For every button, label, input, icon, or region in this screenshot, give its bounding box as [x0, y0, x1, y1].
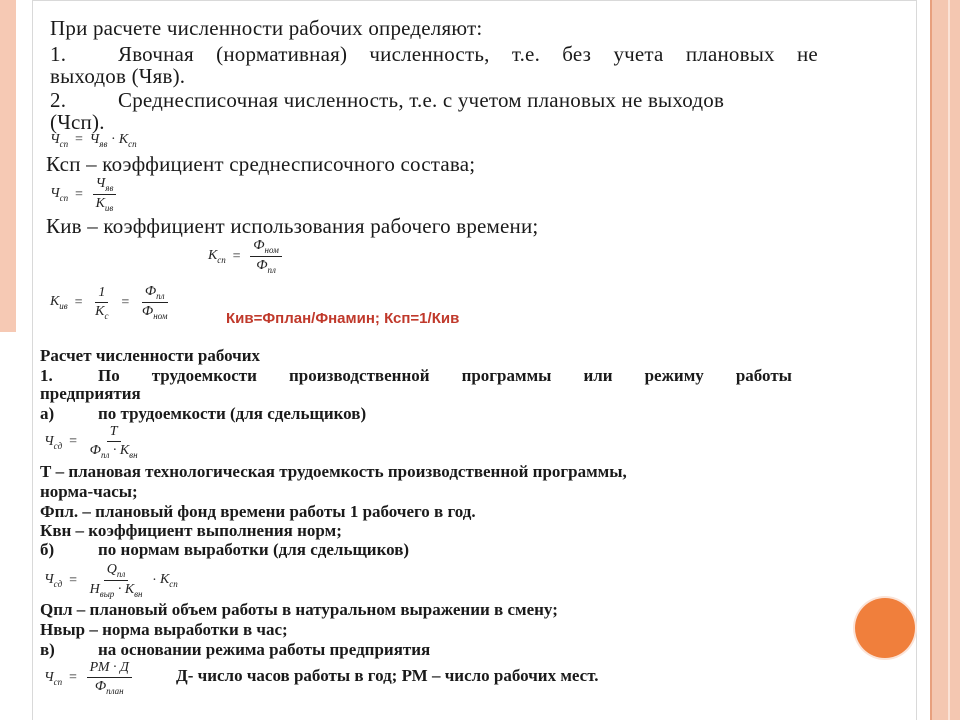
right-accent-bar: [932, 0, 960, 720]
f-fraction: $\frac{РМ \cdot Д}{Ф_{план}}$: [87, 660, 132, 696]
f-fraction: $\frac{Ф_{пл}}{Ф_{ном}}$: [141, 284, 168, 321]
item1-word: Явочная: [118, 42, 194, 66]
item2-number: 2.: [50, 88, 67, 112]
left-accent-bar: [0, 0, 16, 332]
qpl-definition: Qпл – плановый объем работы в натуральном выражении в смену;: [40, 600, 558, 619]
item1-line2: выходов (Чяв).: [50, 64, 186, 88]
s2-item1-word: По: [98, 366, 120, 385]
s2-item1-word: работы: [735, 366, 792, 385]
item2-line1: Среднесписочная численность, т.е. с учетом плановых не выходов: [118, 88, 725, 112]
f-fraction: $\frac{Т}{Ф_{пл} \cdot К_{вн}}$: [89, 424, 138, 460]
item1-word: учета: [613, 42, 664, 66]
t-definition-line2: норма-часы;: [40, 482, 138, 501]
d-rm-definition: Д- число часов работы в год; РМ – число рабочих мест.: [176, 666, 599, 685]
f-eq: =: [74, 132, 84, 148]
s2-item1-line1: [98, 366, 792, 386]
f-fraction: $\frac{1}{К_с}$: [95, 284, 109, 321]
f-lhs: $Ч_{сп}$: [50, 132, 69, 149]
nvyr-definition: Нвыр – норма выработки в час;: [40, 620, 288, 639]
s2-c-text: на основании режима работы предприятия: [98, 640, 431, 659]
s2-a-text: по трудоемкости (для сдельщиков): [98, 404, 367, 423]
s2-item1-word: программы: [461, 366, 552, 385]
kiv-definition: Кив – коэффициент использования рабочего времени;: [46, 214, 539, 238]
f-lhs: $К_{сп}$: [208, 248, 226, 266]
ksp-definition: Ксп – коэффициент среднесписочного состава;: [46, 152, 476, 176]
item1-word: плановых: [685, 42, 775, 66]
f-lhs: $К_{ив}$: [50, 294, 68, 312]
f-term: $К_{сп}$: [118, 132, 137, 149]
f-eq: =: [68, 572, 78, 588]
f-lhs: $Ч_{сд}$: [44, 572, 63, 590]
right-accent-line: [930, 0, 932, 720]
s2-item1-line2: предприятия: [40, 384, 141, 403]
f-fraction: $\frac{Ф_{ном}}{Ф_{пл}}$: [250, 238, 282, 275]
formula-ksp: [208, 238, 285, 275]
item1-word: т.е.: [511, 42, 541, 66]
slide-title: При расчете численности рабочих определяют:: [50, 16, 483, 40]
s2-item1-word: трудоемкости: [151, 366, 257, 385]
f-term: $К_{сп}$: [159, 572, 178, 590]
s2-item1-word: или: [583, 366, 613, 385]
frame-right-line: [916, 0, 917, 720]
item1-line1: [118, 42, 818, 67]
s2-item1-number: 1.: [40, 366, 53, 385]
f-eq: =: [120, 294, 130, 310]
f-term: $Ч_{яв}$: [89, 132, 108, 149]
formula-chsp-regime: [44, 660, 135, 696]
f-dot: ·: [111, 132, 115, 148]
f-eq: =: [73, 294, 84, 310]
f-eq: =: [74, 186, 84, 202]
f-fraction: $\frac{Ч_{яв}}{К_{ив}}$: [93, 176, 117, 213]
frame-left-line: [32, 0, 33, 720]
formula-chsp: [50, 132, 137, 149]
s2-a-letter: а): [40, 404, 55, 423]
s2-b-text: по нормам выработки (для сдельщиков): [98, 540, 410, 559]
formula-chsp-frac: [50, 176, 119, 213]
frame-top-line: [32, 0, 917, 1]
item1-word: без: [562, 42, 592, 66]
f-eq: =: [68, 434, 78, 450]
item1-word: (нормативная): [216, 42, 348, 66]
f-lhs: $Ч_{сп}$: [50, 186, 69, 204]
item1-number: 1.: [50, 42, 67, 66]
right-accent-line-inner: [948, 0, 950, 720]
f-eq: =: [231, 248, 242, 264]
s2-item1-word: производственной: [288, 366, 430, 385]
section2-title: Расчет численности рабочих: [40, 346, 261, 365]
formula-chsd-norms: [44, 562, 178, 599]
s2-c-letter: в): [40, 640, 55, 659]
item2-line2: (Чсп).: [50, 110, 105, 134]
formula-chsd: [44, 424, 144, 460]
f-lhs: $Ч_{сд}$: [44, 433, 63, 451]
highlight-formula: Кив=Фплан/Фнамин; Ксп=1/Кив: [226, 310, 460, 327]
s2-item1-word: режиму: [644, 366, 704, 385]
f-fraction: $\frac{Q_{пл}}{Н_{выр} \cdot К_{вн}}$: [89, 562, 143, 599]
fpl-definition: Фпл. – плановый фонд времени работы 1 рабочего в год.: [40, 502, 476, 521]
f-lhs: $Ч_{сп}$: [44, 669, 63, 687]
s2-b-letter: б): [40, 540, 55, 559]
formula-kiv: [50, 284, 174, 321]
f-dot: ·: [152, 572, 156, 588]
item1-word: не: [796, 42, 818, 66]
f-eq: =: [68, 670, 78, 686]
orange-circle-decoration: [855, 598, 915, 658]
kvn-definition: Квн – коэффициент выполнения норм;: [40, 521, 342, 540]
t-definition-line1: Т – плановая технологическая трудоемкость производственной программы,: [40, 462, 627, 481]
item1-word: численность,: [369, 42, 490, 66]
